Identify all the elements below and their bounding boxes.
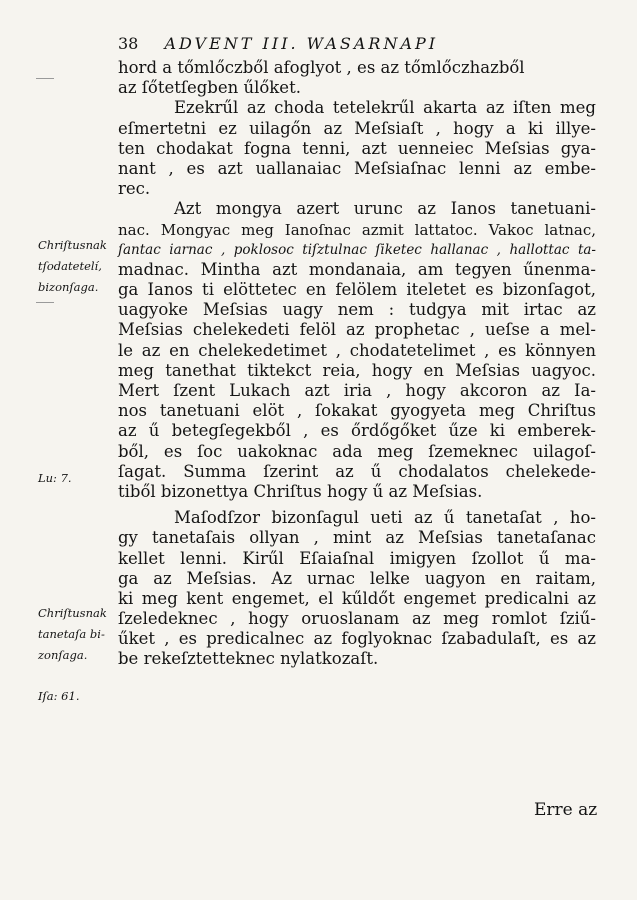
text-line: hord a tőmlőczből afoglyot , es az tőmlőczhazből <box>118 58 525 77</box>
margin-note-line: Chriſtusnak <box>38 238 107 252</box>
text-line: tiből bizonettya Chriſtus hogy ű az Meſsias. <box>118 481 483 501</box>
text-line: nant , es azt uallanaiac Meſsiaſnac lenni az embe- <box>118 158 596 178</box>
text-line: rec. <box>118 179 151 199</box>
text-line: űket , es predicalnec az foglyoknac ſzabadulaſt, es az <box>118 629 596 649</box>
text-line: Meſsias chelekedeti felöl az prophetac , ueſse a mel- <box>118 320 596 340</box>
margin-note <box>38 468 118 489</box>
text-line: az ű betegſegekből , es őrdőgőket űze ki emberek- <box>118 421 596 441</box>
catchword: Erre az <box>534 800 598 820</box>
margin-note <box>38 686 118 707</box>
text-line: gy tanetaſais ollyan , mint az Meſsias tanetaſanac <box>118 528 596 548</box>
margin-mark <box>36 78 54 79</box>
text-line: kellet lenni. Kirűl Eſaiaſnal imigyen ſzollot ű ma- <box>118 548 596 568</box>
text-line: ſzeledeknec , hogy oruoslanam az meg romlot ſziű- <box>118 609 596 629</box>
text-line: ſantac iarnac , poklosoc tiſztulnac ſiketec hallanac , hallottac ta- <box>118 241 596 258</box>
text-line: Ezekrűl az choda tetelekrűl akarta az iſten meg <box>174 98 596 118</box>
text-line: ſagat. Summa ſzerint az ű chodalatos chelekede- <box>118 461 596 481</box>
text-line: ten chodakat fogna tenni, azt uenneiec Meſsias gya- <box>118 138 596 158</box>
margin-note-line: Lu: 7. <box>38 471 72 485</box>
text-line: nos tanetuani elöt , ſokakat gyogyeta meg Chriſtus <box>118 401 596 421</box>
text-line: uagyoke Meſsias uagy nem : tudgya mit irtac az <box>118 300 596 320</box>
margin-mark <box>36 302 54 303</box>
text-line: madnac. Mintha azt mondanaia, am tegyen űnenma- <box>118 259 596 279</box>
margin-note-line: bizonſaga. <box>38 280 99 294</box>
text-line: nac. Mongyac meg Ianoſnac azmit lattatoc. Vakoc latnac, <box>118 220 596 239</box>
text-line: eſmertetni ez uilagőn az Meſsiaſt , hogy a ki illye- <box>118 118 596 138</box>
margin-note-line: Chriſtusnak <box>38 606 107 620</box>
margin-note-line: tanetaſa bi- <box>38 627 105 641</box>
text-line: meg tanethat tiktekct reia, hogy en Meſsias uagyoc. <box>118 360 596 380</box>
page-number: 38 <box>118 34 139 53</box>
text-line: ki meg kent engemet, el kűldőt engemet predicalni az <box>118 588 596 608</box>
text-line: ből, es ſoc uakoknac ada meg ſzemeknec uilagoſ- <box>118 441 596 461</box>
main-text-block <box>118 58 596 670</box>
text-line: Azt mongya azert urunc az Ianos tanetuani- <box>174 199 596 219</box>
text-line: Mert ſzent Lukach azt iria , hogy akcoron az Ia- <box>118 381 596 400</box>
margin-note-line: Iſa: 61. <box>38 689 80 703</box>
margin-note <box>38 235 118 298</box>
text-line: ga Ianos ti elöttetec en felölem iteletet es bizonſagot, <box>118 280 596 300</box>
text-line: az ſőtetſegben űlőket. <box>118 78 301 98</box>
running-header <box>118 34 538 53</box>
running-title: ADVENT III. WASARNAPI <box>164 34 439 53</box>
margin-note <box>38 603 118 666</box>
margin-note-line: zonſaga. <box>38 648 88 662</box>
text-line: Maſodſzor bizonſagul ueti az ű tanetaſat , ho- <box>174 508 596 528</box>
text-line: ga az Meſsias. Az urnac lelke uagyon en raitam, <box>118 568 596 588</box>
text-line: le az en chelekedetimet , chodatetelimet , es könnyen <box>118 340 596 360</box>
margin-note-line: tſodatetelí, <box>38 259 102 273</box>
text-line: be rekeſztetteknec nylatkozaſt. <box>118 649 379 669</box>
